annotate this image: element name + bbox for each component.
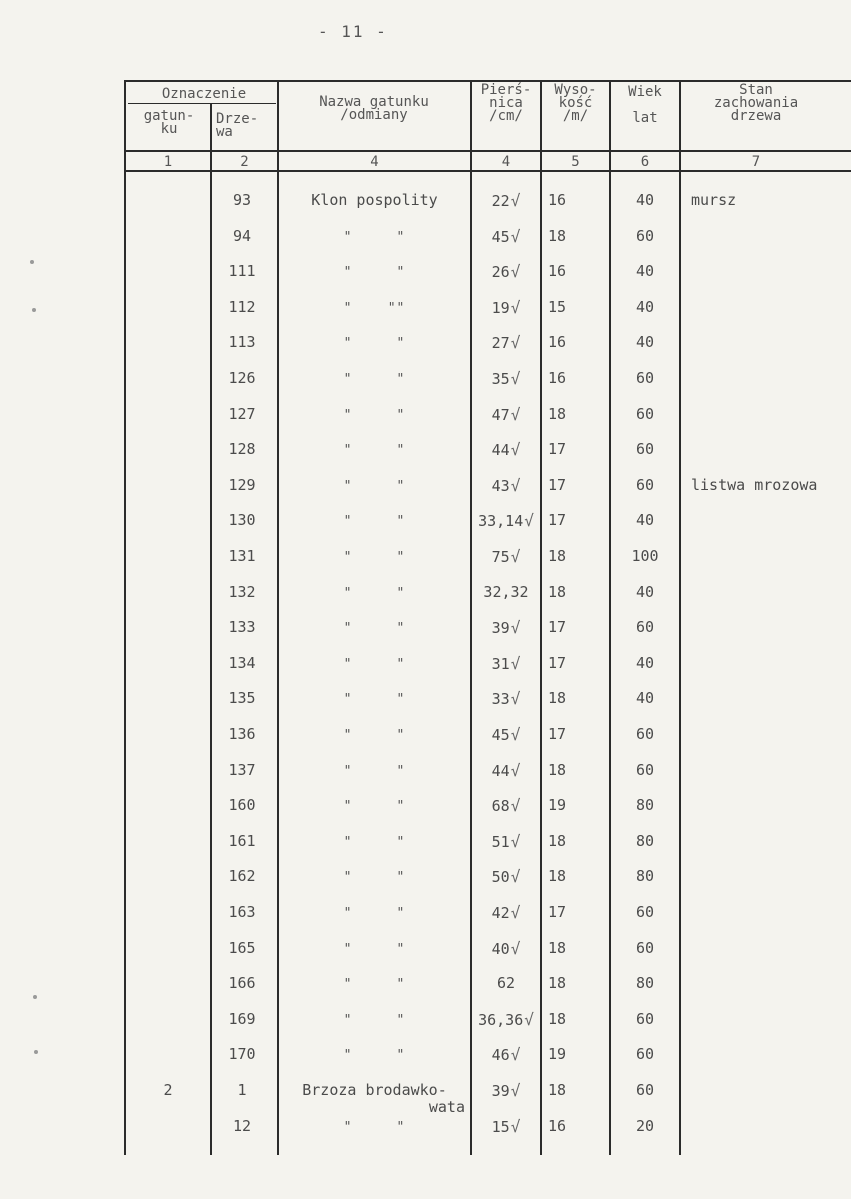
cell-piersnica <box>472 476 540 495</box>
piersnica-value: 26 <box>491 263 510 281</box>
header-stan: Stan zachowania drzewa <box>713 82 799 124</box>
cell-drzewo: 112 <box>228 298 256 316</box>
header-wiek: Wiek lat <box>628 84 662 126</box>
col-border-0 <box>124 80 126 1155</box>
cell-drzewo: 128 <box>228 440 256 458</box>
cell-nazwa: Brzoza brodawko- <box>302 1081 447 1099</box>
cell-wiek: 40 <box>635 583 655 601</box>
cell-wiek: 40 <box>635 511 655 529</box>
cell-wysokosc: 17 <box>548 440 567 458</box>
cell-piersnica <box>472 333 540 352</box>
piersnica-value: 15 <box>491 1118 510 1136</box>
cell-nazwa-continued: wata <box>428 1098 465 1116</box>
cell-wiek: 60 <box>635 725 655 743</box>
cell-wysokosc: 17 <box>548 725 567 743</box>
cell-wysokosc: 17 <box>548 476 567 494</box>
piersnica-value: 50 <box>491 868 510 886</box>
piersnica-value: 39 <box>491 619 510 637</box>
check-mark-icon: √ <box>510 191 521 210</box>
cell-drzewo: 160 <box>228 796 256 814</box>
cell-nazwa: " " <box>343 764 406 779</box>
header-drzewa: Drze- wa <box>216 111 259 140</box>
header-wysokosc: Wyso- kość /m/ <box>554 82 597 124</box>
cell-drzewo: 12 <box>232 1117 252 1135</box>
cell-wiek: 60 <box>635 1010 655 1028</box>
colnum-4: 4 <box>501 154 511 170</box>
piersnica-value: 68 <box>491 797 510 815</box>
cell-piersnica <box>472 832 540 851</box>
cell-wiek: 60 <box>635 227 655 245</box>
cell-wiek: 60 <box>635 405 655 423</box>
cell-wiek: 80 <box>635 796 655 814</box>
cell-wysokosc: 18 <box>548 939 567 957</box>
cell-wysokosc: 17 <box>548 903 567 921</box>
colnum-5: 5 <box>571 154 580 170</box>
header-oznaczenie: Oznaczenie <box>161 86 247 102</box>
cell-piersnica <box>472 262 540 281</box>
colnum-7: 7 <box>751 154 761 170</box>
check-mark-icon: √ <box>510 405 521 424</box>
cell-drzewo: 93 <box>232 191 252 209</box>
piersnica-value: 33,14 <box>478 512 524 530</box>
check-mark-icon: √ <box>510 227 521 246</box>
cell-nazwa: " " <box>343 265 406 280</box>
cell-piersnica <box>472 1010 540 1029</box>
cell-piersnica <box>472 618 540 637</box>
cell-wysokosc: 16 <box>548 333 567 351</box>
cell-nazwa: " " <box>343 550 406 565</box>
cell-drzewo: 130 <box>228 511 256 529</box>
cell-piersnica <box>472 654 540 673</box>
check-mark-icon: √ <box>510 440 521 459</box>
cell-nazwa: " " <box>343 657 406 672</box>
cell-wiek: 60 <box>635 440 655 458</box>
check-mark-icon: √ <box>510 867 521 886</box>
cell-wiek: 40 <box>635 298 655 316</box>
cell-piersnica <box>472 1045 540 1064</box>
cell-piersnica <box>472 440 540 459</box>
cell-nazwa: " " <box>343 479 406 494</box>
cell-nazwa: " " <box>343 1048 406 1063</box>
page-number: - 11 - <box>318 22 388 41</box>
piersnica-value: 51 <box>491 833 510 851</box>
piersnica-value: 43 <box>491 477 510 495</box>
piersnica-value: 32,32 <box>483 583 529 601</box>
cell-drzewo: 127 <box>228 405 256 423</box>
cell-nazwa: " " <box>343 621 406 636</box>
cell-wysokosc: 18 <box>548 1010 567 1028</box>
check-mark-icon: √ <box>510 298 521 317</box>
piersnica-value: 36,36 <box>478 1011 524 1029</box>
cell-nazwa: " " <box>343 514 406 529</box>
cell-nazwa: " " <box>343 870 406 885</box>
cell-drzewo: 170 <box>228 1045 256 1063</box>
cell-nazwa: " " <box>343 692 406 707</box>
check-mark-icon: √ <box>510 476 521 495</box>
cell-piersnica <box>472 547 540 566</box>
cell-wiek: 40 <box>635 191 655 209</box>
cell-stan: listwa mrozowa <box>691 476 818 494</box>
margin-dot <box>32 308 36 312</box>
cell-drzewo: 94 <box>232 227 252 245</box>
cell-wiek: 60 <box>635 1045 655 1063</box>
piersnica-value: 22 <box>491 192 510 210</box>
cell-drzewo: 136 <box>228 725 256 743</box>
cell-wysokosc: 18 <box>548 547 567 565</box>
cell-wiek: 40 <box>635 654 655 672</box>
cell-wiek: 40 <box>635 262 655 280</box>
piersnica-value: 42 <box>491 904 510 922</box>
cell-drzewo: 166 <box>228 974 256 992</box>
check-mark-icon: √ <box>524 1010 534 1029</box>
cell-drzewo: 129 <box>228 476 256 494</box>
cell-drzewo: 135 <box>228 689 256 707</box>
cell-drzewo: 131 <box>228 547 256 565</box>
cell-wysokosc: 16 <box>548 191 567 209</box>
cell-drzewo: 161 <box>228 832 256 850</box>
cell-stan: mursz <box>691 191 737 209</box>
piersnica-value: 33 <box>491 690 510 708</box>
cell-piersnica <box>472 796 540 815</box>
colnum-1: 1 <box>163 154 173 170</box>
check-mark-icon: √ <box>510 832 521 851</box>
cell-drzewo: 169 <box>228 1010 256 1028</box>
piersnica-value: 39 <box>491 1082 510 1100</box>
piersnica-value: 45 <box>491 228 510 246</box>
cell-wiek: 60 <box>635 1081 655 1099</box>
piersnica-value: 47 <box>491 406 510 424</box>
check-mark-icon: √ <box>510 903 521 922</box>
piersnica-value: 75 <box>491 548 510 566</box>
cell-drzewo: 134 <box>228 654 256 672</box>
cell-wysokosc: 18 <box>548 405 567 423</box>
col-border-4 <box>540 80 542 1155</box>
col-border-6 <box>679 80 681 1155</box>
margin-dot <box>30 260 34 264</box>
cell-drzewo: 111 <box>228 262 256 280</box>
cell-drzewo: 113 <box>228 333 256 351</box>
cell-wysokosc: 18 <box>548 974 567 992</box>
cell-nazwa: " " <box>343 906 406 921</box>
cell-wiek: 80 <box>635 867 655 885</box>
cell-nazwa: " " <box>343 835 406 850</box>
cell-wiek: 80 <box>635 832 655 850</box>
check-mark-icon: √ <box>510 262 521 281</box>
cell-wysokosc: 18 <box>548 867 567 885</box>
check-mark-icon: √ <box>510 369 521 388</box>
cell-nazwa: " " <box>343 977 406 992</box>
cell-drzewo: 137 <box>228 761 256 779</box>
cell-nazwa: " "" <box>343 301 406 316</box>
cell-nazwa: " " <box>343 372 406 387</box>
cell-wysokosc: 16 <box>548 262 567 280</box>
piersnica-value: 62 <box>496 974 516 992</box>
cell-wysokosc: 18 <box>548 761 567 779</box>
cell-wysokosc: 16 <box>548 1117 567 1135</box>
cell-wysokosc: 15 <box>548 298 567 316</box>
cell-piersnica <box>472 689 540 708</box>
check-mark-icon: √ <box>510 689 521 708</box>
cell-drzewo: 162 <box>228 867 256 885</box>
piersnica-value: 27 <box>491 334 510 352</box>
cell-drzewo: 133 <box>228 618 256 636</box>
check-mark-icon: √ <box>510 939 521 958</box>
check-mark-icon: √ <box>510 1045 521 1064</box>
cell-piersnica <box>472 191 540 210</box>
cell-wysokosc: 18 <box>548 1081 567 1099</box>
colnum-2: 2 <box>240 154 249 170</box>
margin-dot <box>34 1050 38 1054</box>
cell-wysokosc: 17 <box>548 618 567 636</box>
piersnica-value: 31 <box>491 655 510 673</box>
cell-piersnica <box>472 903 540 922</box>
cell-wysokosc: 18 <box>548 832 567 850</box>
margin-dot <box>33 995 37 999</box>
piersnica-value: 19 <box>491 299 510 317</box>
cell-wiek: 20 <box>635 1117 655 1135</box>
check-mark-icon: √ <box>510 547 521 566</box>
header-piersnica: Pierś- nica /cm/ <box>480 82 532 124</box>
cell-wiek: 60 <box>635 903 655 921</box>
cell-piersnica <box>472 725 540 744</box>
check-mark-icon: √ <box>510 654 521 673</box>
cell-nazwa: " " <box>343 1013 406 1028</box>
cell-piersnica <box>472 298 540 317</box>
cell-nazwa: " " <box>343 942 406 957</box>
cell-gatunek: 2 <box>163 1081 173 1099</box>
cell-piersnica <box>472 511 540 530</box>
cell-nazwa: " " <box>343 799 406 814</box>
cell-wysokosc: 17 <box>548 511 567 529</box>
cell-nazwa: " " <box>343 230 406 245</box>
cell-wysokosc: 19 <box>548 796 567 814</box>
colnum-6: 6 <box>640 154 650 170</box>
cell-wysokosc: 18 <box>548 227 567 245</box>
cell-nazwa: Klon pospolity <box>311 191 438 209</box>
cell-drzewo: 126 <box>228 369 256 387</box>
cell-drzewo: 132 <box>228 583 256 601</box>
cell-drzewo: 1 <box>237 1081 247 1099</box>
cell-piersnica <box>472 974 540 992</box>
cell-nazwa: " " <box>343 443 406 458</box>
cell-piersnica <box>472 405 540 424</box>
cell-wiek: 60 <box>635 618 655 636</box>
cell-nazwa: " " <box>343 586 406 601</box>
check-mark-icon: √ <box>510 618 521 637</box>
check-mark-icon: √ <box>510 1081 521 1100</box>
cell-nazwa: " " <box>343 408 406 423</box>
cell-wiek: 60 <box>635 939 655 957</box>
colnum-3: 4 <box>370 154 379 170</box>
cell-wiek: 40 <box>635 333 655 351</box>
cell-drzewo: 163 <box>228 903 256 921</box>
cell-wiek: 60 <box>635 761 655 779</box>
check-mark-icon: √ <box>510 1117 521 1136</box>
cell-wiek: 80 <box>635 974 655 992</box>
piersnica-value: 44 <box>491 441 510 459</box>
check-mark-icon: √ <box>510 796 521 815</box>
cell-wysokosc: 18 <box>548 689 567 707</box>
cell-nazwa: " " <box>343 336 406 351</box>
piersnica-value: 35 <box>491 370 510 388</box>
check-mark-icon: √ <box>510 725 521 744</box>
cell-wysokosc: 16 <box>548 369 567 387</box>
cell-piersnica <box>472 369 540 388</box>
oznaczenie-underline <box>128 103 276 104</box>
piersnica-value: 44 <box>491 762 510 780</box>
cell-wiek: 60 <box>635 369 655 387</box>
cell-drzewo: 165 <box>228 939 256 957</box>
cell-nazwa: " " <box>343 1120 406 1135</box>
piersnica-value: 45 <box>491 726 510 744</box>
cell-wysokosc: 17 <box>548 654 567 672</box>
header-bottom-rule <box>124 150 851 152</box>
cell-piersnica <box>472 227 540 246</box>
column-number-rule <box>124 170 851 172</box>
cell-wysokosc: 18 <box>548 583 567 601</box>
piersnica-value: 46 <box>491 1046 510 1064</box>
cell-piersnica <box>472 583 540 601</box>
cell-wiek: 100 <box>631 547 659 565</box>
cell-piersnica <box>472 761 540 780</box>
cell-wysokosc: 19 <box>548 1045 567 1063</box>
check-mark-icon: √ <box>510 333 521 352</box>
cell-piersnica <box>472 1117 540 1136</box>
header-nazwa: Nazwa gatunku /odmiany <box>319 94 429 123</box>
check-mark-icon: √ <box>524 511 534 530</box>
check-mark-icon: √ <box>510 761 521 780</box>
cell-wiek: 60 <box>635 476 655 494</box>
cell-piersnica <box>472 1081 540 1100</box>
header-gatunku: gatun- ku <box>143 108 195 137</box>
piersnica-value: 40 <box>491 940 510 958</box>
cell-piersnica <box>472 939 540 958</box>
cell-wiek: 40 <box>635 689 655 707</box>
cell-piersnica <box>472 867 540 886</box>
cell-nazwa: " " <box>343 728 406 743</box>
